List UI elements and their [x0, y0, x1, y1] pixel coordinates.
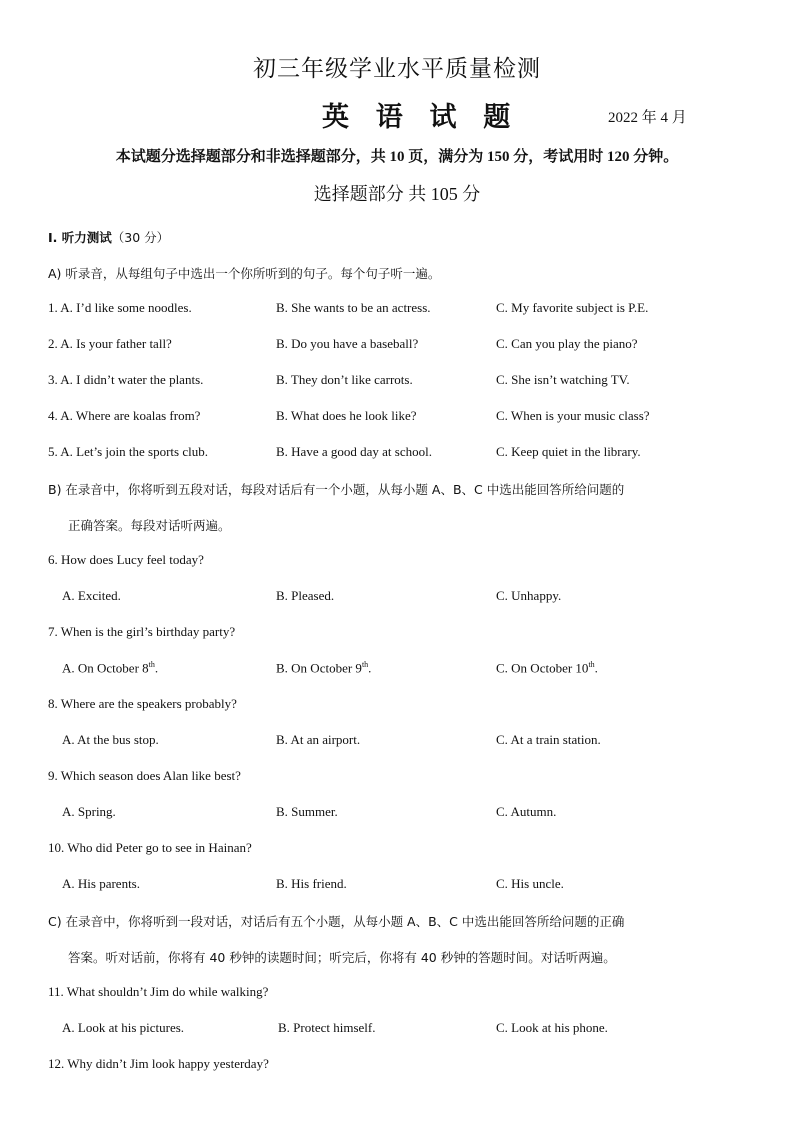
- option-a: [62, 660, 158, 676]
- question-text: 10. Who did Peter go to see in Hainan?: [48, 840, 252, 855]
- ordinal-suffix: th: [588, 660, 595, 669]
- option-b: B. What does he look like?: [276, 408, 417, 423]
- option-end: .: [368, 660, 372, 676]
- exam-title: 初三年级学业水平质量检测: [253, 56, 541, 81]
- option-c: C. His uncle.: [496, 876, 564, 891]
- exam-date: 2022 年 4 月: [608, 110, 687, 126]
- option-b: B. His friend.: [276, 876, 347, 891]
- option-b: B. Pleased.: [276, 588, 335, 603]
- option-a: A. At the bus stop.: [62, 732, 159, 747]
- question-text: 12. Why didn’t Jim look happy yesterday?: [48, 1056, 269, 1071]
- option-a: A. Spring.: [62, 804, 116, 819]
- exam-intro: 本试题分选择题部分和非选择题部分，共 10 页，满分为 150 分，考试用时 120 分钟。: [115, 149, 679, 165]
- option-a: A. Excited.: [62, 588, 121, 603]
- option-c: C. Autumn.: [496, 804, 557, 819]
- option-b: B. Have a good day at school.: [276, 444, 432, 459]
- option-a: A. Look at his pictures.: [62, 1020, 185, 1035]
- section-title: I. 听力测试: [48, 230, 112, 245]
- section-score: （30 分）: [111, 230, 170, 245]
- instruction-c-cont: 答案。听对话前，你将有 40 秒钟的读题时间；听完后，你将有 40 秒钟的答题时间。对话听两遍。: [68, 950, 616, 965]
- question-text: 11. What shouldn’t Jim do while walking?: [48, 984, 269, 999]
- option-c: C. Keep quiet in the library.: [496, 444, 641, 459]
- option-c: C. At a train station.: [496, 732, 601, 747]
- subject-title: 英 语 试 题: [322, 102, 521, 132]
- instruction-a: A) 听录音，从每组句子中选出一个你所听到的句子。每个句子听一遍。: [48, 266, 441, 281]
- option-c: [496, 660, 598, 676]
- option-b: B. They don’t like carrots.: [276, 372, 413, 387]
- option-b: B. Do you have a baseball?: [276, 336, 419, 351]
- option-c: C. When is your music class?: [496, 408, 650, 423]
- option-c: C. Can you play the piano?: [496, 336, 638, 351]
- instruction-c: C) 在录音中，你将听到一段对话，对话后有五个小题，从每小题 A、B、C 中选出能回答所给问题的正确: [48, 914, 625, 929]
- question-text: 7. When is the girl’s birthday party?: [48, 624, 236, 639]
- option-text: A. On October 8: [62, 660, 149, 676]
- option-end: .: [154, 660, 159, 676]
- option-b: B. Protect himself.: [278, 1020, 376, 1035]
- option-end: .: [594, 660, 598, 676]
- ordinal-suffix: th: [361, 660, 369, 669]
- option-a: 2. A. Is your father tall?: [48, 336, 172, 351]
- ordinal-suffix: th: [148, 660, 155, 669]
- option-a: A. His parents.: [62, 876, 140, 891]
- question-text: 8. Where are the speakers probably?: [48, 696, 237, 711]
- option-c: C. My favorite subject is P.E.: [496, 300, 649, 315]
- option-a: 5. A. Let’s join the sports club.: [48, 444, 208, 459]
- question-text: 6. How does Lucy feel today?: [48, 552, 204, 567]
- part-heading: 选择题部分 共 105 分: [313, 184, 481, 204]
- instruction-b-cont: 正确答案。每段对话听两遍。: [68, 518, 231, 533]
- option-a: 1. A. I’d like some noodles.: [48, 300, 192, 315]
- option-c: C. She isn’t watching TV.: [496, 372, 630, 387]
- option-text: B. On October 9: [276, 660, 362, 676]
- option-c: C. Look at his phone.: [496, 1020, 608, 1035]
- option-b: B. Summer.: [276, 804, 338, 819]
- option-b: [276, 660, 371, 676]
- option-text: C. On October 10: [496, 660, 589, 676]
- option-a: 3. A. I didn’t water the plants.: [48, 372, 204, 387]
- question-text: 9. Which season does Alan like best?: [48, 768, 241, 783]
- option-b: B. She wants to be an actress.: [276, 300, 431, 315]
- option-c: C. Unhappy.: [496, 588, 562, 603]
- section-heading: [48, 228, 169, 246]
- option-b: B. At an airport.: [276, 732, 361, 747]
- option-a: 4. A. Where are koalas from?: [48, 408, 201, 423]
- instruction-b: B) 在录音中，你将听到五段对话，每段对话后有一个小题，从每小题 A、B、C 中选出能回答所给问题的: [48, 482, 625, 497]
